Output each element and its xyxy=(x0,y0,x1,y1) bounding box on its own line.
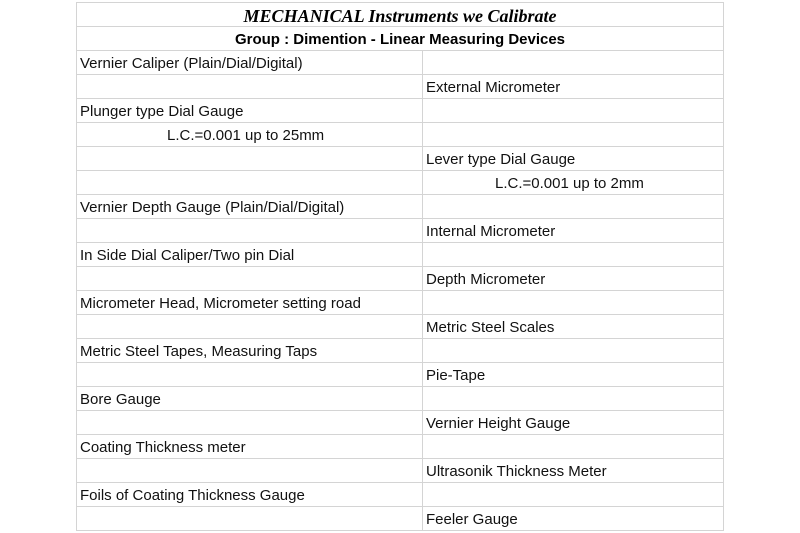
table-cell: Vernier Caliper (Plain/Dial/Digital) xyxy=(77,51,423,75)
table-cell xyxy=(423,387,724,411)
table-cell xyxy=(77,267,423,291)
group-heading: Group : Dimention - Linear Measuring Devices xyxy=(77,27,724,51)
table-cell xyxy=(423,291,724,315)
table-row xyxy=(77,267,724,291)
table-cell: Feeler Gauge xyxy=(423,507,724,531)
table-row xyxy=(77,219,724,243)
table-cell: Coating Thickness meter xyxy=(77,435,423,459)
sheet-title: MECHANICAL Instruments we Calibrate xyxy=(77,3,724,27)
table-cell: Vernier Height Gauge xyxy=(423,411,724,435)
instrument-sheet xyxy=(76,2,723,531)
table-row xyxy=(77,387,724,411)
table-cell xyxy=(77,147,423,171)
table-row xyxy=(77,483,724,507)
table-cell: Internal Micrometer xyxy=(423,219,724,243)
least-count-note: L.C.=0.001 up to 2mm xyxy=(423,171,724,195)
table-cell: Pie-Tape xyxy=(423,363,724,387)
table-cell: Micrometer Head, Micrometer setting road xyxy=(77,291,423,315)
table-cell xyxy=(423,51,724,75)
table-row xyxy=(77,51,724,75)
table-cell: External Micrometer xyxy=(423,75,724,99)
table-row xyxy=(77,147,724,171)
table-cell: Vernier Depth Gauge (Plain/Dial/Digital) xyxy=(77,195,423,219)
table-cell xyxy=(77,315,423,339)
table-cell xyxy=(77,459,423,483)
table-row xyxy=(77,507,724,531)
table-cell: Bore Gauge xyxy=(77,387,423,411)
table-cell: Foils of Coating Thickness Gauge xyxy=(77,483,423,507)
table-cell: Metric Steel Tapes, Measuring Taps xyxy=(77,339,423,363)
table-row xyxy=(77,435,724,459)
table-cell: Depth Micrometer xyxy=(423,267,724,291)
table-row xyxy=(77,459,724,483)
table-row xyxy=(77,339,724,363)
table-cell xyxy=(423,195,724,219)
table-cell: In Side Dial Caliper/Two pin Dial xyxy=(77,243,423,267)
table-cell xyxy=(77,219,423,243)
table-cell xyxy=(77,75,423,99)
group-row xyxy=(77,27,724,51)
table-row xyxy=(77,315,724,339)
table-row xyxy=(77,243,724,267)
table-row xyxy=(77,75,724,99)
table-cell: Plunger type Dial Gauge xyxy=(77,99,423,123)
table-row xyxy=(77,99,724,123)
table-cell: Lever type Dial Gauge xyxy=(423,147,724,171)
table-row xyxy=(77,195,724,219)
table-cell xyxy=(423,243,724,267)
table-cell xyxy=(77,411,423,435)
table-cell xyxy=(77,507,423,531)
table-cell xyxy=(423,435,724,459)
table-cell xyxy=(423,483,724,507)
table-row xyxy=(77,171,724,195)
table-cell xyxy=(423,123,724,147)
title-row xyxy=(77,3,724,27)
table-row xyxy=(77,291,724,315)
table-row xyxy=(77,411,724,435)
table-cell: Metric Steel Scales xyxy=(423,315,724,339)
table-row xyxy=(77,123,724,147)
table-cell xyxy=(77,171,423,195)
table-cell: Ultrasonik Thickness Meter xyxy=(423,459,724,483)
table-cell xyxy=(423,339,724,363)
instrument-table xyxy=(76,2,724,531)
table-cell xyxy=(423,99,724,123)
table-row xyxy=(77,363,724,387)
least-count-note: L.C.=0.001 up to 25mm xyxy=(77,123,423,147)
table-cell xyxy=(77,363,423,387)
